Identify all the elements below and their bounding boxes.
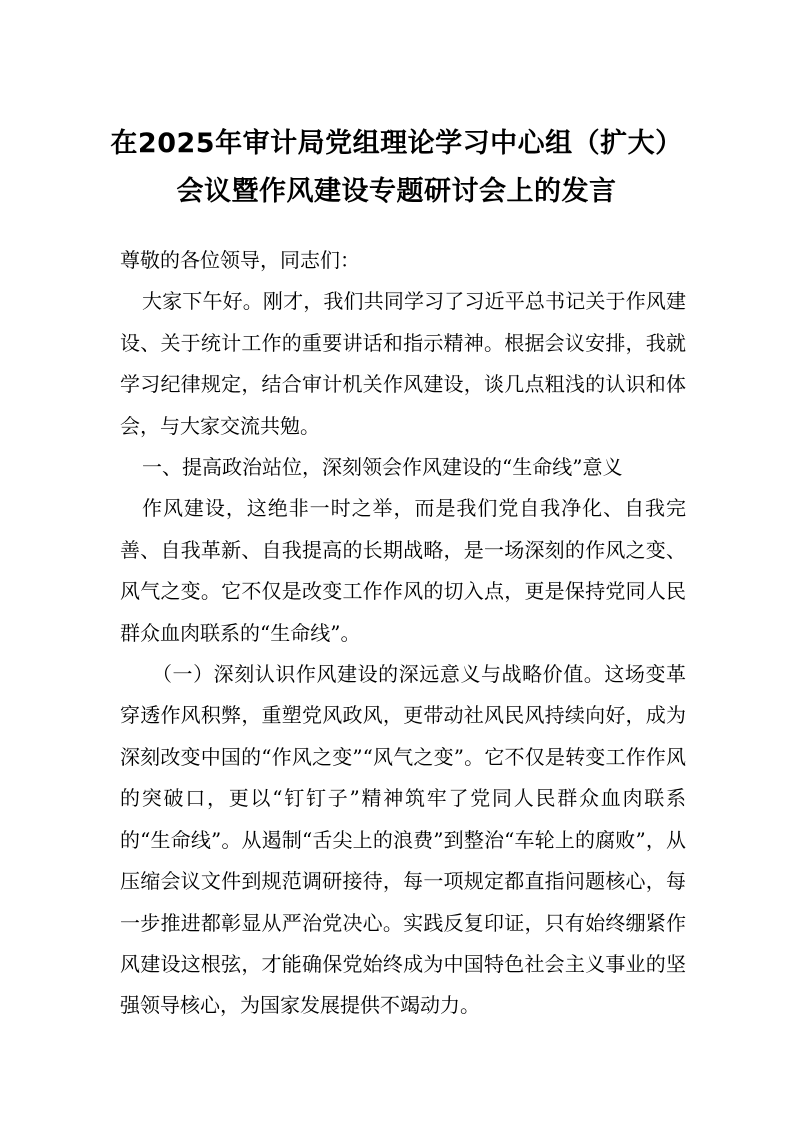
paragraph-subsection-1: （一）深刻认识作风建设的深远意义与战略价值。这场变革穿透作风积弊，重塑党风政风，更带动社风民风持续向好，成为深刻改变中国的“作风之变”“风气之变”。它不仅是转变工作作风的突破口，更以“钉钉子”精神筑牢了党同人民群众血肉联系的“生命线”。从遏制“舌尖上的浪费”到整治“车轮上的腐败”，从压缩会议文件到规范调研接待，每一项规定都直指问题核心，每一步推进都彰显从严治党决心。实践反复印证，只有始终绷紧作风建设这根弦，才能确保党始终成为中国特色社会主义事业的坚强领导核心，为国家发展提供不竭动力。 [120, 662, 686, 1018]
salutation: 尊敬的各位领导，同志们： [120, 248, 360, 272]
document-body [120, 240, 686, 1027]
paragraph-greeting: 大家下午好。刚才，我们共同学习了习近平总书记关于作风建设、关于统计工作的重要讲话和指示精神。根据会议安排，我就学习纪律规定，结合审计机关作风建设，谈几点粗浅的认识和体会，与大家交流共勉。 [120, 289, 686, 438]
paragraph-intro-section-1: 作风建设，这绝非一时之举，而是我们党自我净化、自我完善、自我革新、自我提高的长期战略，是一场深刻的作风之变、风气之变。它不仅是改变工作作风的切入点，更是保持党同人民群众血肉联系的“生命线”。 [120, 496, 686, 645]
document-title: 在2025年审计局党组理论学习中心组（扩大）会议暨作风建设专题研讨会上的发言 [110, 128, 683, 207]
section-heading-1: 一、提高政治站位，深刻领会作风建设的“生命线”意义 [142, 455, 623, 480]
